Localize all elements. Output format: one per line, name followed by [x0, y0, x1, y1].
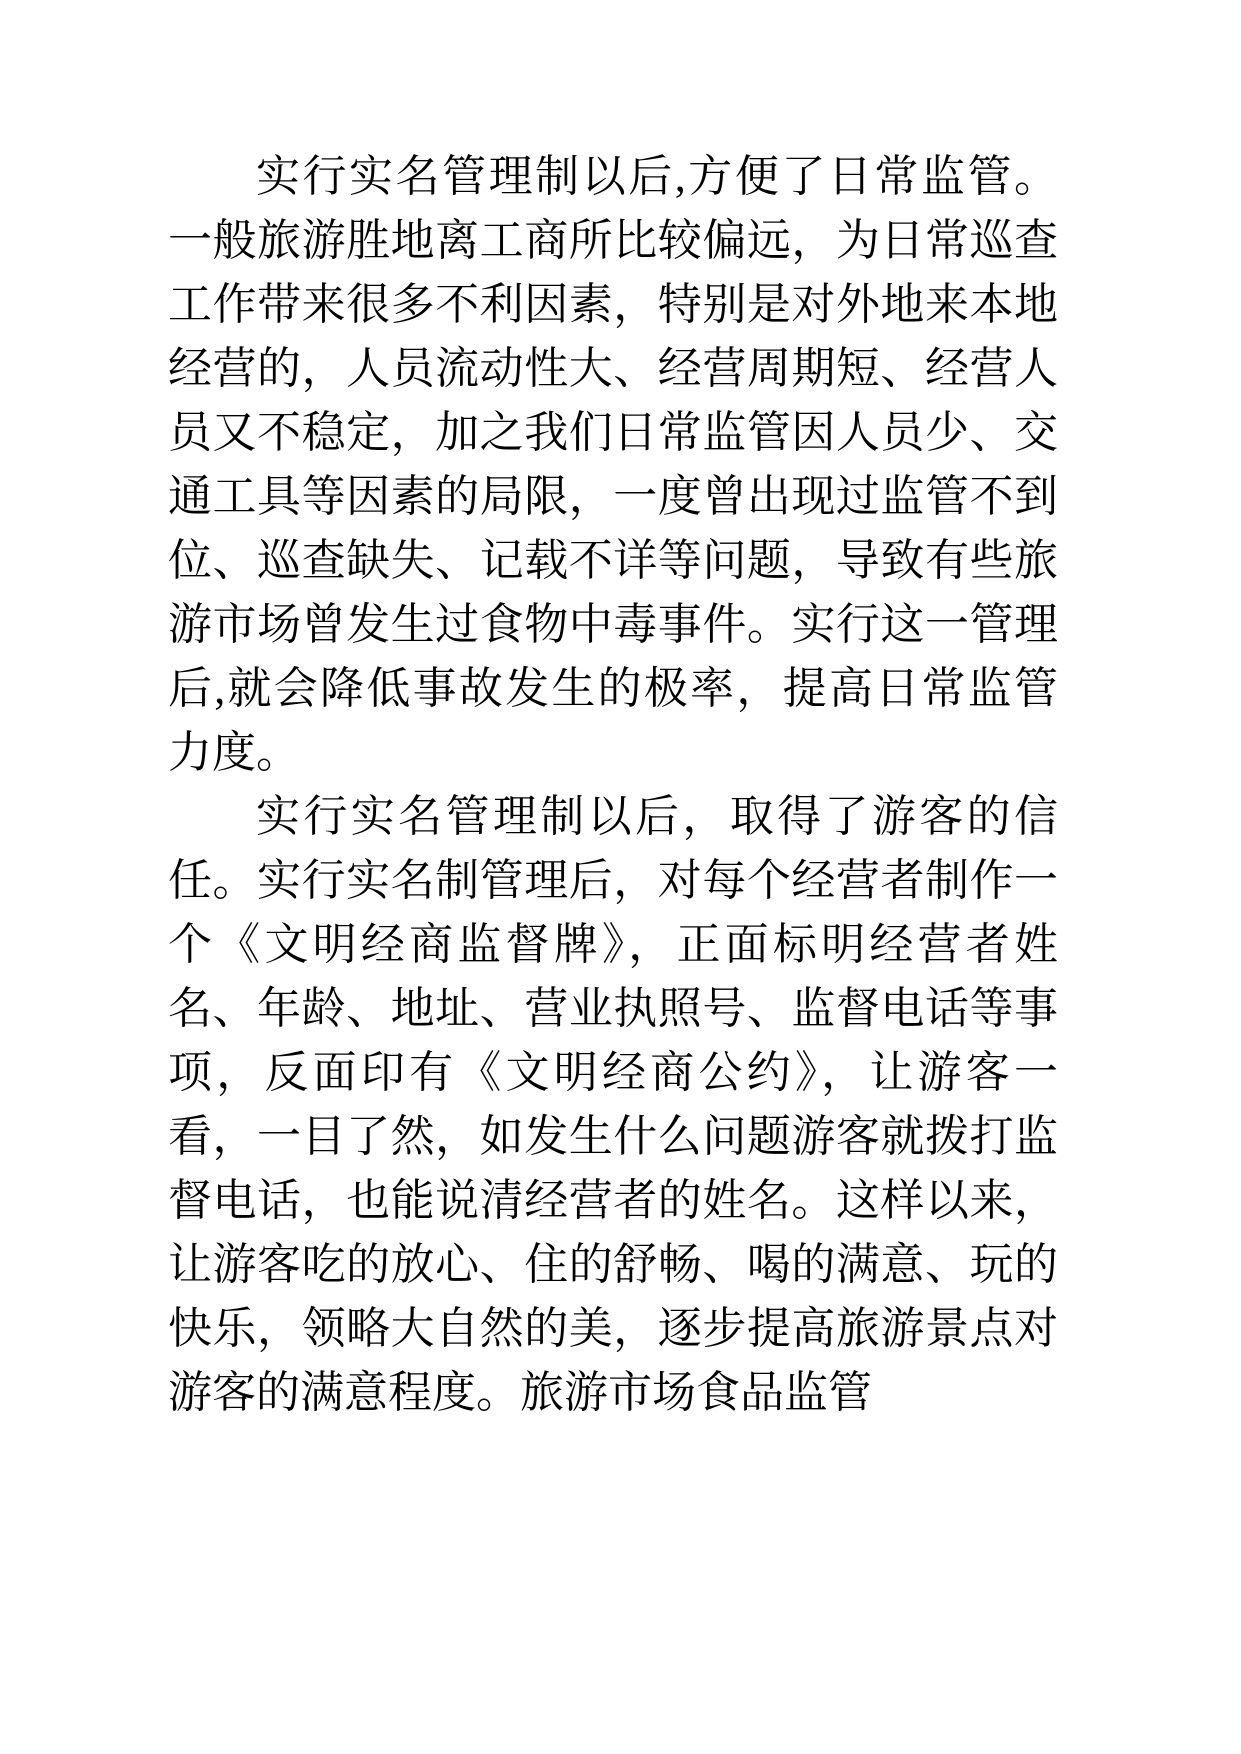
- paragraph-daily-supervision: 实行实名管理制以后,方便了日常监管。一般旅游胜地离工商所比较偏远，为日常巡查工作带来很多不利因素，特别是对外地来本地经营的，人员流动性大、经营周期短、经营人员又不稳定，加之我们日常监管因人员少、交通工具等因素的局限，一度曾出现过监管不到位、巡查缺失、记载不详等问题，导致有些旅游市场曾发生过食物中毒事件。实行这一管理后,就会降低事故发生的极率，提高日常监管力度。: [168, 152, 1058, 777]
- document-body: [168, 145, 1058, 1425]
- paragraph-tourist-trust: 实行实名管理制以后，取得了游客的信任。实行实名制管理后，对每个经营者制作一个《文明经商监督牌》，正面标明经营者姓名、年龄、地址、营业执照号、监督电话等事项，反面印有《文明经商公约》，让游客一看，一目了然，如发生什么问题游客就拨打监督电话，也能说清经营者的姓名。这样以来，让游客吃的放心、住的舒畅、喝的满意、玩的快乐，领略大自然的美，逐步提高旅游景点对游客的满意程度。旅游市场食品监管: [168, 792, 1058, 1417]
